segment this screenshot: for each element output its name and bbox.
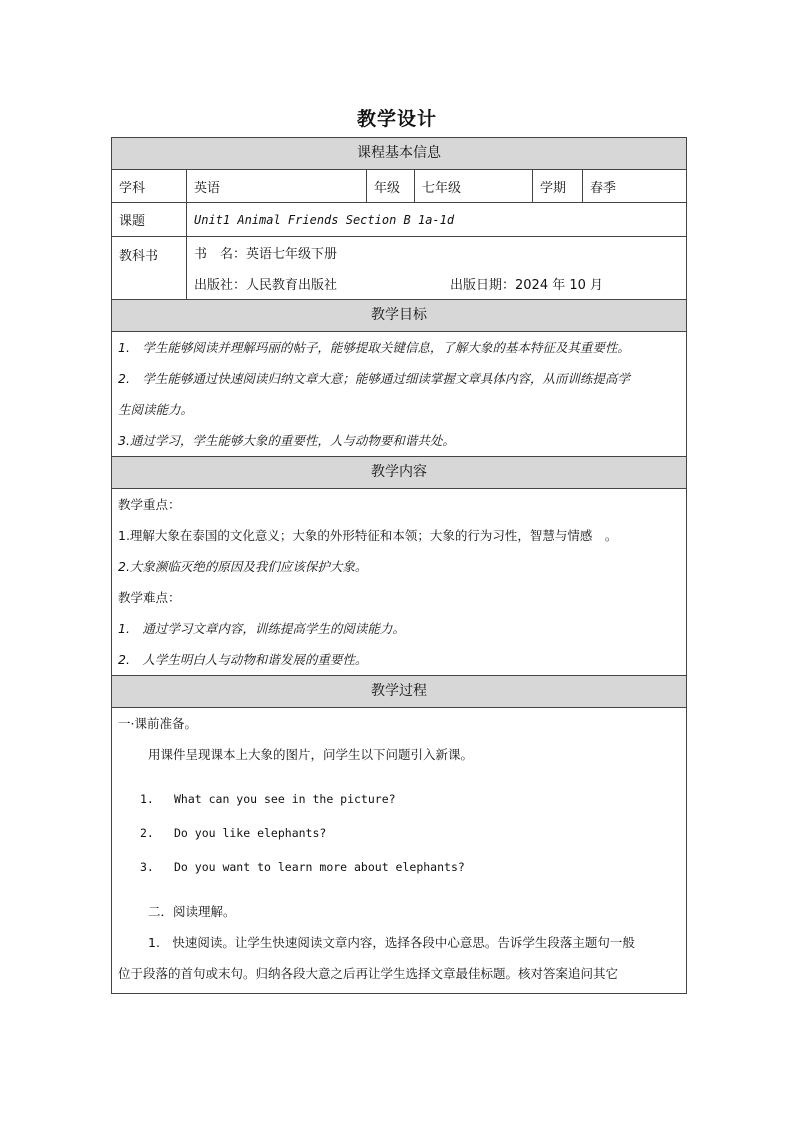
objective-item: 1. 学生能够阅读并理解玛丽的帖子，能够提取关键信息，了解大象的基本特征及其重要性。 [118, 340, 630, 355]
question-number: 2. [140, 826, 154, 840]
key-point: 1.理解大象在泰国的文化意义；大象的外形特征和本领；大象的行为习性，智慧与情感 。 [118, 528, 618, 543]
question-item [118, 782, 680, 816]
content-header: 教学内容 [112, 457, 686, 489]
reading-desc-line: 1. 快速阅读。让学生快速阅读文章内容，选择各段中心意思。告诉学生段落主题句一般 [148, 935, 635, 950]
question-text: Do you like elephants? [174, 826, 327, 840]
reading-desc-line: 位于段落的首句或末句。归纳各段大意之后再让学生选择文章最佳标题。核对答案追问其它 [118, 966, 619, 981]
process-body [112, 708, 686, 993]
question-number: 1. [140, 792, 154, 806]
question-text: What can you see in the picture? [174, 792, 396, 806]
basic-info-header: 课程基本信息 [112, 138, 686, 170]
grade-value: 七年级 [415, 170, 533, 202]
content-body [112, 489, 686, 676]
question-number: 3. [140, 860, 154, 874]
publication-date: 出版日期：2024 年 10 月 [450, 278, 604, 293]
term-value: 春季 [590, 180, 617, 196]
subject-value: 英语 [187, 170, 367, 202]
question-text: Do you want to learn more about elephants? [174, 860, 465, 874]
textbook-info [187, 237, 686, 299]
process-header: 教学过程 [112, 676, 686, 708]
topic-row [112, 203, 686, 237]
question-item [118, 816, 680, 850]
document-title: 教学设计 [356, 108, 437, 130]
objective-item: 2. 学生能够通过快速阅读归纳文章大意；能够通过细读掌握文章具体内容，从而训练提高学 [118, 371, 630, 386]
difficulty-item: 1. 通过学习文章内容，训练提高学生的阅读能力。 [118, 621, 405, 636]
objectives-list [112, 332, 686, 457]
objectives-header: 教学目标 [112, 300, 686, 332]
book-name: 书 名：英语七年级下册 [194, 247, 338, 262]
question-item [118, 850, 680, 884]
subject-row [112, 170, 686, 203]
subject-label: 学科 [112, 170, 187, 202]
textbook-row [112, 237, 686, 300]
step-preparation-desc: 用课件呈现课本上大象的图片，问学生以下问题引入新课。 [148, 747, 474, 762]
step-preparation: 一·课前准备。 [118, 716, 197, 731]
objective-item: 生阅读能力。 [118, 402, 194, 417]
term-label: 学期 [533, 170, 583, 202]
objective-item: 3.通过学习，学生能够大象的重要性，人与动物要和谐共处。 [118, 433, 455, 448]
publisher-line [194, 274, 679, 293]
grade-label: 年级 [367, 170, 415, 202]
lesson-plan-table [111, 137, 687, 994]
topic-value: Unit1 Animal Friends Section B 1a-1d [194, 212, 455, 227]
textbook-label: 教科书 [112, 237, 187, 299]
key-points-label: 教学重点： [118, 497, 181, 512]
topic-label: 课题 [112, 203, 187, 236]
difficulties-label: 教学难点： [118, 590, 181, 605]
step-reading: 二．阅读理解。 [148, 904, 236, 919]
key-point: 2.大象濒临灭绝的原因及我们应该保护大象。 [118, 559, 368, 574]
difficulty-item: 2. 人学生明白人与动物和谐发展的重要性。 [118, 652, 368, 667]
publisher: 出版社：人民教育出版社 [194, 278, 338, 293]
